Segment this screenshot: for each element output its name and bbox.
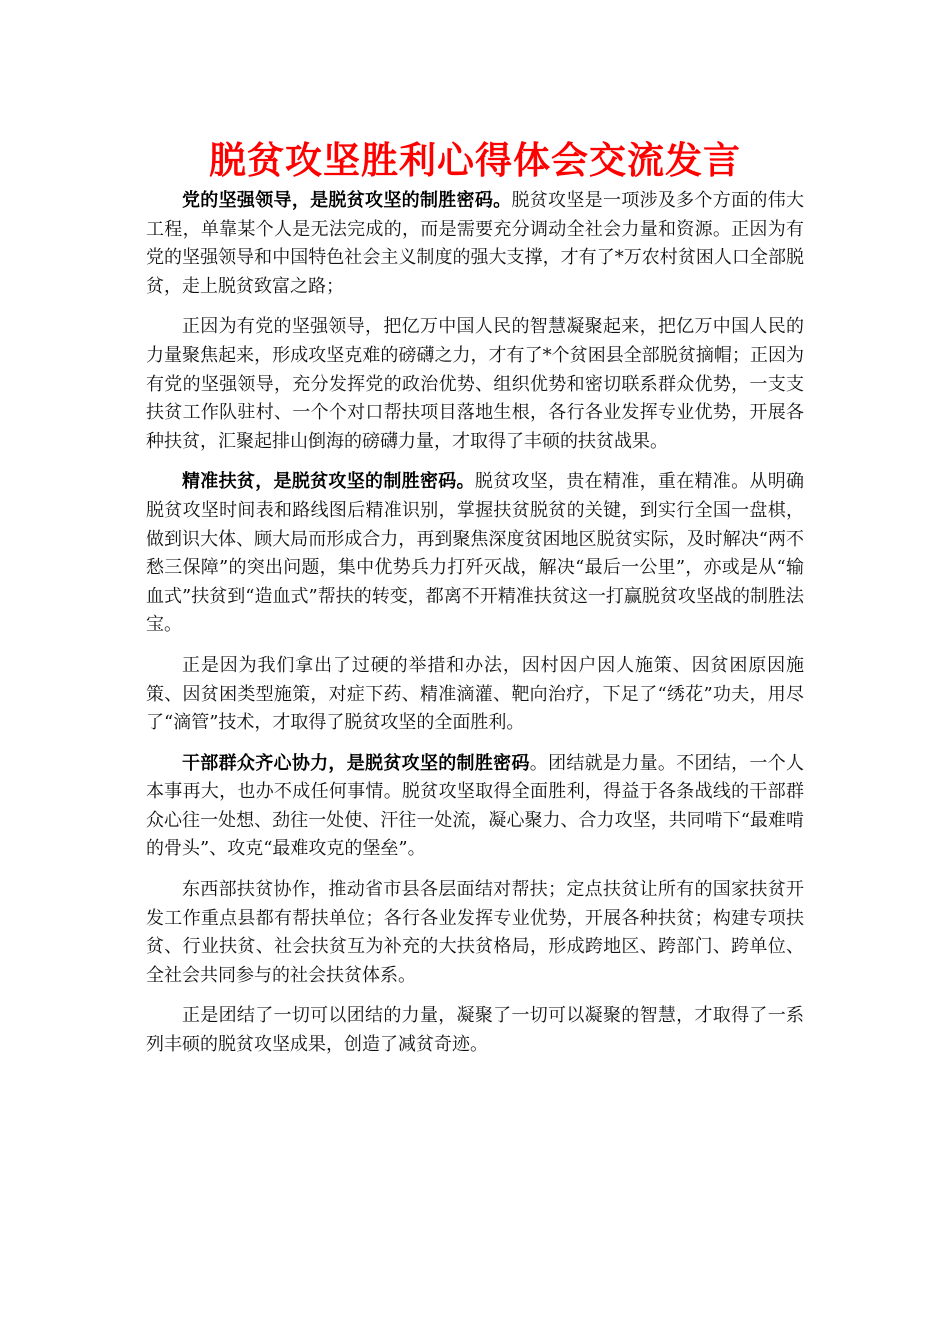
paragraph-2 (146, 313, 804, 456)
paragraph-6 (146, 876, 804, 990)
paragraph-text: 正因为有党的坚强领导，把亿万中国人民的智慧凝聚起来，把亿万中国人民的力量聚焦起来，形成攻坚克难的磅礴之力，才有了*个贫困县全部脱贫摘帽；正因为有党的坚强领导，充分发挥党的政治优势、组织优势和密切联系群众优势，一支支扶贫工作队驻村、一个个对口帮扶项目落地生根，各行各业发挥专业优势，开展各种扶贫，汇聚起排山倒海的磅礴力量，才取得了丰硕的扶贫战果。 (146, 316, 804, 452)
paragraph-lead: 党的坚强领导，是脱贫攻坚的制胜密码。 (182, 190, 512, 211)
document-body (146, 187, 804, 1072)
paragraph-4 (146, 652, 804, 738)
paragraph-lead: 干部群众齐心协力，是脱贫攻坚的制胜密码 (182, 752, 530, 774)
paragraph-7 (146, 1002, 804, 1059)
paragraph-lead: 精准扶贫，是脱贫攻坚的制胜密码。 (182, 471, 475, 493)
paragraph-text: 正是因为我们拿出了过硬的举措和办法，因村因户因人施策、因贫困原因施策、因贫困类型施策，对症下药、精准滴灌、靶向治疗，下足了“绣花”功夫，用尽了“滴管”技术，才取得了脱贫攻坚的全面胜利。 (146, 654, 804, 734)
paragraph-5 (146, 750, 804, 864)
paragraph-text: 。团结就是力量。不团结，一个人本事再大，也办不成任何事情。脱贫攻坚取得全面胜利，得益于各条战线的干部群众心往一处想、劲往一处使、汗往一处流，凝心聚力、合力攻坚，共同啃下“最难啃的骨头”、攻克“最难攻克的堡垒”。 (146, 752, 805, 860)
document-title: 脱贫攻坚胜利心得体会交流发言 (209, 138, 741, 182)
paragraph-text: 脱贫攻坚是一项涉及多个方面的伟大工程，单靠某个人是无法完成的，而是需要充分调动全社会力量和资源。正因为有党的坚强领导和中国特色社会主义制度的强大支撑，才有了*万农村贫困人口全部脱贫，走上脱贫致富之路； (146, 190, 804, 297)
paragraph-3 (146, 468, 804, 640)
paragraph-text: 脱贫攻坚，贵在精准，重在精准。从明确脱贫攻坚时间表和路线图后精准识别，掌握扶贫脱贫的关键，到实行全国一盘棋，做到识大体、顾大局而形成合力，再到聚焦深度贫困地区脱贫实际，及时解决“两不愁三保障”的突出问题，集中优势兵力打歼灭战，解决“最后一公里”，亦或是从“输血式”扶贫到“造血式”帮扶的转变，都离不开精准扶贫这一打赢脱贫攻坚战的制胜法宝。 (146, 471, 805, 636)
paragraph-text: 正是团结了一切可以团结的力量，凝聚了一切可以凝聚的智慧，才取得了一系列丰硕的脱贫攻坚成果，创造了减贫奇迹。 (146, 1005, 804, 1056)
paragraph-1 (146, 187, 804, 301)
paragraph-text: 东西部扶贫协作，推动省市县各层面结对帮扶；定点扶贫让所有的国家扶贫开发工作重点县都有帮扶单位；各行各业发挥专业优势，开展各种扶贫；构建专项扶贫、行业扶贫、社会扶贫互为补充的大扶贫格局，形成跨地区、跨部门、跨单位、全社会共同参与的社会扶贫体系。 (146, 879, 804, 986)
